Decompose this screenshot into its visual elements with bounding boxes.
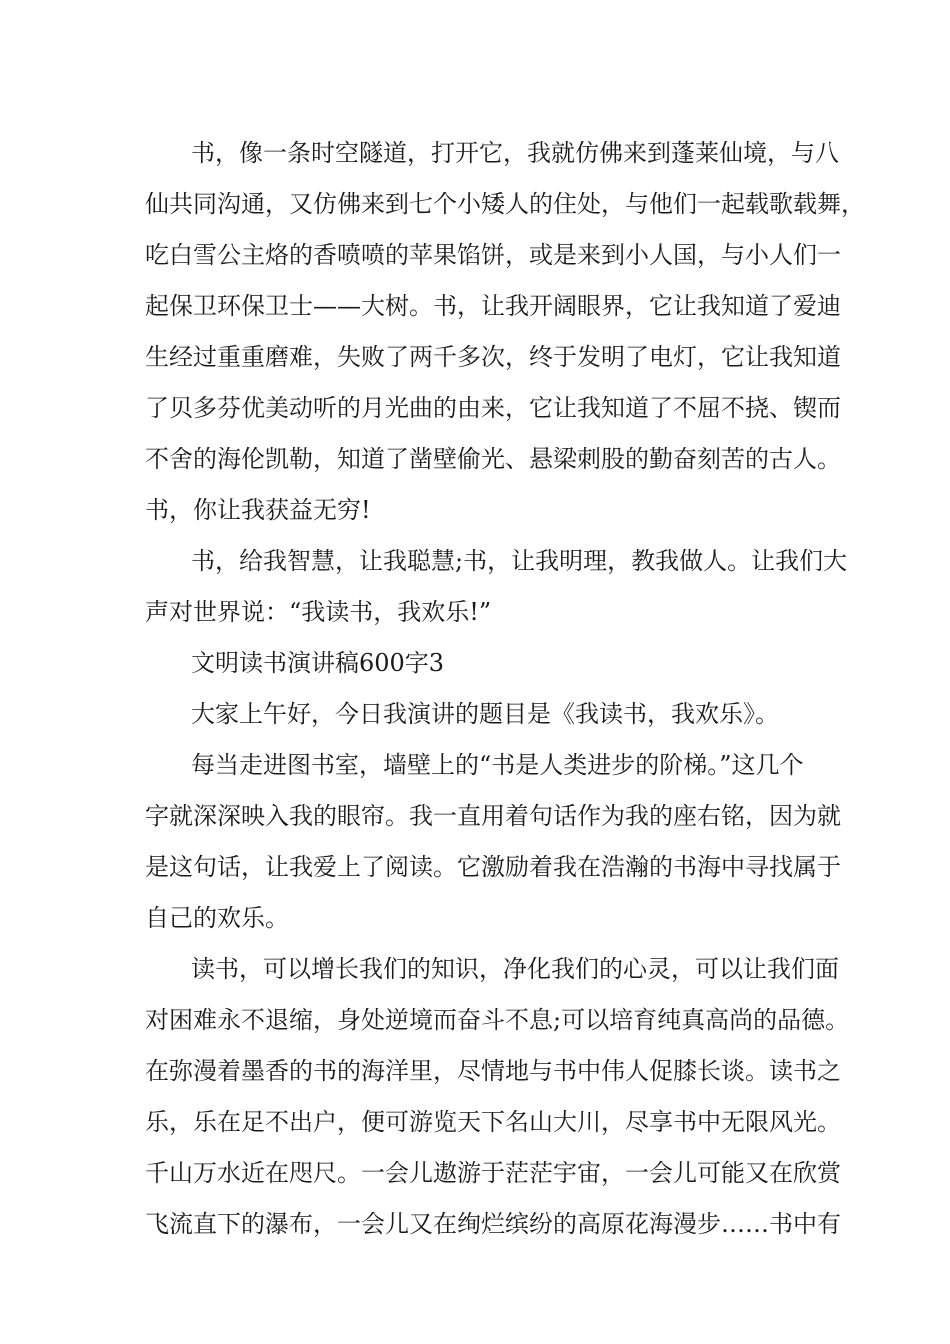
paragraph-line: 大家上午好，今日我演讲的题目是《我读书，我欢乐》。 <box>191 700 779 728</box>
paragraph-line: 在弥漫着墨香的书的海洋里，尽情地与书中伟人促膝长谈。读书之 <box>145 1057 841 1085</box>
paragraph-line: 乐，乐在足不出户，便可游览天下名山大川，尽享书中无限风光。 <box>145 1108 841 1136</box>
paragraph-line: 书，像一条时空隧道，打开它，我就仿佛来到蓬莱仙境，与八 <box>191 139 839 167</box>
paragraph-line: 是这句话，让我爱上了阅读。它激励着我在浩瀚的书海中寻找属于 <box>145 853 841 881</box>
paragraph-line: 每当走进图书室，墙壁上的“书是人类进步的阶梯。”这几个 <box>191 751 804 779</box>
paragraph-line: 千山万水近在咫尺。一会儿遨游于茫茫宇宙，一会儿可能又在欣赏 <box>145 1159 841 1187</box>
paragraph-line: 起保卫环保卫士——大树。书，让我开阔眼界，它让我知道了爱迪 <box>145 292 841 320</box>
paragraph-line: 生经过重重磨难，失败了两千多次，终于发明了电灯，它让我知道 <box>145 343 841 371</box>
paragraph-line: 书，给我智慧，让我聪慧;书，让我明理，教我做人。让我们大 <box>191 547 848 575</box>
paragraph-line: 字就深深映入我的眼帘。我一直用着句话作为我的座右铭，因为就 <box>145 802 841 830</box>
paragraph-line: 读书，可以增长我们的知识，净化我们的心灵，可以让我们面 <box>191 955 839 983</box>
paragraph-line: 声对世界说：“我读书，我欢乐!” <box>145 598 492 626</box>
paragraph-line: 书，你让我获益无穷! <box>145 496 371 524</box>
paragraph-line: 吃白雪公主烙的香喷喷的苹果馅饼，或是来到小人国，与小人们一 <box>145 241 841 269</box>
paragraph-line: 了贝多芬优美动听的月光曲的由来，它让我知道了不屈不挠、锲而 <box>145 394 841 422</box>
section-heading: 文明读书演讲稿600字3 <box>191 649 445 677</box>
paragraph-line: 飞流直下的瀑布，一会儿又在绚烂缤纷的高原花海漫步……书中有 <box>145 1210 841 1238</box>
paragraph-line: 仙共同沟通，又仿佛来到七个小矮人的住处，与他们一起载歌载舞， <box>145 190 865 218</box>
paragraph-line: 不舍的海伦凯勒，知道了凿壁偷光、悬梁刺股的勤奋刻苦的古人。 <box>145 445 841 473</box>
paragraph-line: 对困难永不退缩，身处逆境而奋斗不息;可以培育纯真高尚的品德。 <box>145 1006 850 1034</box>
document-body <box>145 128 865 1250</box>
paragraph-line: 自己的欢乐。 <box>145 904 289 932</box>
